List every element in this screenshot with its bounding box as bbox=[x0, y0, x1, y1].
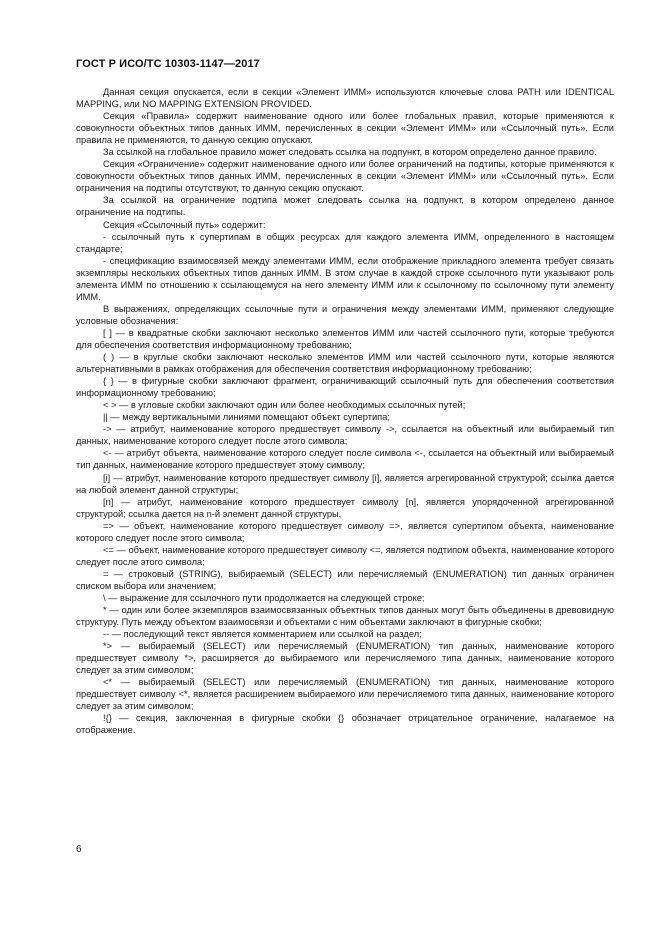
paragraph: Секция «Ссылочный путь» содержит: bbox=[103, 219, 266, 230]
paragraph: За ссылкой на ограничение подтипа может следовать ссылка на подпункт, в котором определено данное ограничение на подтипы. bbox=[76, 195, 614, 218]
notation-item: [i] — атрибут, наименование которого предшествует символу [i], является агрегированной структурой; ссылка дается на любой элемент данной структуры; bbox=[76, 472, 614, 495]
notation-item: * — один или более экземпляров взаимосвязанных объектных типов данных могут быть объединены в древовидную структуру. Путь между объектом взаимосвязи и объектами с ним объектами заключают в фигурные скобки; bbox=[76, 605, 614, 628]
paragraph: В выражениях, определяющих ссылочные пути и ограничения между элементами ИММ, применяют следующие условные обозначения: bbox=[76, 303, 614, 326]
notation-item: < > — в угловые скобки заключают один или более необходимых ссылочных путей; bbox=[103, 400, 466, 411]
paragraph: За ссылкой на глобальное правило может следовать ссылка на подпункт, в котором определено данное правило. bbox=[103, 147, 597, 158]
notation-item: [ ] — в квадратные скобки заключают несколько элементов ИММ или частей ссылочного пути, которые требуются для обеспечения соответствия информационному требованию; bbox=[76, 327, 614, 350]
list-item: - спецификацию взаимосвязей между элементами ИММ, если отображение прикладного элемента требует связать экземпляры нескольких объектных типов данных ИММ. В этом случае в каждой строке ссылочного пути указывают роль элемента ИММ по отношению к ссылающемуся на него элементу ИММ или к ссылочному по ссылочному пути элементу ИММ. bbox=[76, 255, 614, 302]
notation-item: [n] — атрибут, наименование которого предшествует символу [n], является упорядоченной агрегированной структурой; ссылка дается на n-й элемент данной структуры, bbox=[76, 496, 614, 519]
notation-item: *> — выбираемый (SELECT) или перечисляемый (ENUMERATION) тип данных, наименование которого предшествует символу *>, расширяется до выбираемого или перечисляемого типа данных, наименование которого следует за этим символом; bbox=[76, 641, 614, 676]
notation-item: { } — в фигурные скобки заключают фрагмент, ограничивающий ссылочный путь для обеспечения соответствия информационному требованию; bbox=[76, 376, 614, 399]
notation-item: = — строковый (STRING), выбираемый (SELECT) или перечисляемый (ENUMERATION) тип данных ограничен списком выбора или значением; bbox=[76, 568, 614, 591]
page-number: 6 bbox=[76, 844, 82, 855]
notation-item: ( ) — в круглые скобки заключают несколько элементов ИММ или частей ссылочного пути, которые являются альтернативными в рамках отображения для обеспечения соответствия информационному требованию; bbox=[76, 352, 614, 375]
notation-item: <= — объект, наименование которого предшествует символу <=, является подтипом объекта, наименование которого следует после этого символа; bbox=[76, 544, 614, 567]
notation-item: \ — выражение для ссылочного пути продолжается на следующей строке; bbox=[103, 592, 425, 603]
notation-item: => — объект, наименование которого предшествует символу =>, является супертипом объекта, наименование которого следует после этого символа; bbox=[76, 520, 614, 543]
document-header: ГОСТ Р ИСО/ТС 10303-1147—2017 bbox=[76, 58, 260, 70]
document-body bbox=[76, 86, 614, 737]
notation-item: -> — атрибут, наименование которого предшествует символу ->, ссылается на объектный или выбираемый тип данных, наименование которого следует после этого символа; bbox=[76, 424, 614, 447]
paragraph: Секция «Ограничение» содержит наименование одного или более ограничений на подтипы, которые применяются к совокупности объектных типов данных ИММ, перечисленных в секции «Элемент ИММ» или «Ссылочный путь». Если ограничения на подтипы отсутствуют, то данную секцию опускают. bbox=[76, 159, 614, 194]
paragraph: Секция «Правила» содержит наименование одного или более глобальных правил, которые применяются к совокупности объектных типов данных ИММ, перечисленных в секции «Элемент ИММ» или «Ссылочный путь». Если правила не применяются, то данную секцию опускают. bbox=[76, 111, 614, 146]
paragraph: Данная секция опускается, если в секции «Элемент ИММ» используются ключевые слова PATH или IDENTICAL MAPPING, или NO MAPPING EXTENSION PROVIDED. bbox=[76, 87, 614, 110]
list-item: - ссылочный путь к супертипам в общих ресурсах для каждого элемента ИММ, определенного в настоящем стандарте; bbox=[76, 231, 614, 254]
notation-item: <* — выбираемый (SELECT) или перечисляемый (ENUMERATION) тип данных, наименование которого предшествует символу <*, является расширением выбираемого или перечисляемого типа данных, наименование которого следует за этим символом; bbox=[76, 677, 614, 712]
notation-item: || — между вертикальными линиями помещают объект супертипа; bbox=[103, 412, 390, 423]
notation-item: <- — атрибут объекта, наименование которого следует после символа <-, ссылается на объектный или выбираемый тип данных, наименование которого предшествует этому символу; bbox=[76, 448, 614, 471]
notation-item: !{} — секция, заключенная в фигурные скобки {} обозначает отрицательное ограничение, налагаемое на отображение. bbox=[76, 713, 614, 736]
notation-item: -- — последующий текст является комментарием или ссылкой на раздел; bbox=[103, 629, 422, 640]
